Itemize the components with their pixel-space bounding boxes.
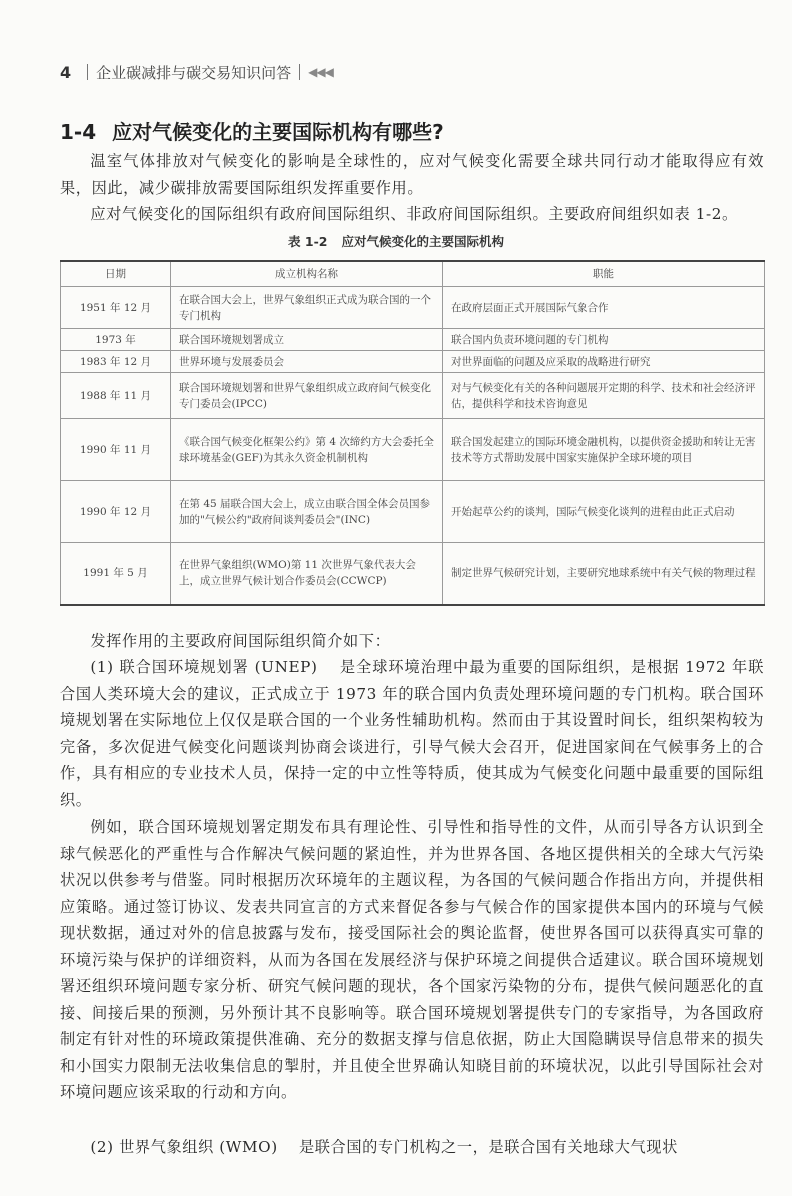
header-divider bbox=[87, 64, 88, 80]
column-header: 成立机构名称 bbox=[171, 261, 443, 287]
table-header-row bbox=[61, 261, 765, 287]
body-paragraph-4: (1) 联合国环境规划署 (UNEP) 是全球环境治理中最为重要的国际组织，是根据 1972 年联合国人类环境大会的建议，正式成立于 1973 年的联合国内负责处理环境问题的专门机构。联合国环境规划署在实际地位上仅仅是联合国的一个业务性辅助机构。然而由于其设置时间长，组织架构较为完备，多次促进气候变化问题谈判协商会谈进行，引导气候大会召开，促进国家间在气候事务上的合作，具有相应的专业技术人员，保持一定的中立性等特质，使其成为气候变化问题中最重要的国际组织。 bbox=[60, 658, 764, 809]
running-header bbox=[60, 60, 333, 84]
table-row bbox=[61, 351, 765, 373]
date-cell: 1973 年 bbox=[61, 329, 171, 351]
org-cell: 联合国环境规划署和世界气象组织成立政府间气候变化专门委员会(IPCC) bbox=[171, 373, 443, 419]
duty-cell: 制定世界气候研究计划，主要研究地球系统中有关气候的物理过程 bbox=[443, 543, 765, 605]
table-row bbox=[61, 287, 765, 329]
date-cell: 1988 年 11 月 bbox=[61, 373, 171, 419]
org-cell: 《联合国气候变化框架公约》第 4 次缔约方大会委托全球环境基金(GEF)为其永久资金机制机构 bbox=[171, 419, 443, 481]
header-divider bbox=[299, 64, 300, 80]
nav-arrows-icon: ◀◀◀ bbox=[308, 65, 333, 79]
table-row bbox=[61, 419, 765, 481]
org-cell: 联合国环境规划署成立 bbox=[171, 329, 443, 351]
body-paragraph-5: 例如，联合国环境规划署定期发布具有理论性、引导性和指导性的文件，从而引导各方认识到全球气候恶化的严重性与合作解决气候问题的紧迫性，并为世界各国、各地区提供相关的全球大气污染状况以供参考与借鉴。同时根据历次环境年的主题议程，为各国的气候问题合作指出方向，并提供相应策略。通过签订协议、发表共同宣言的方式来督促各参与气候合作的国家提供本国内的环境与气候现状数据，通过对外的信息披露与发布，接受国际社会的舆论监督，使世界各国可以获得真实可靠的环境污染与保护的详细资料，从而为各国在发展经济与保护环境之间提供合适建议。联合国环境规划署还组织环境问题专家分析、研究气候问题的现状，各个国家污染物的分布，提供气候问题恶化的直接、间接后果的预测，另外预计其不良影响等。联合国环境规划署提供专门的专家指导，为各国政府制定有针对性的环境政策提供准确、充分的数据支撑与信息依据，防止大国隐瞒误导信息带来的损失和小国实力限制无法收集信息的掣肘，并且使全世界确认知晓目前的环境状况，以此引导国际社会对环境问题应该采取的行动和方向。 bbox=[60, 818, 764, 1101]
body-paragraph-6: (2) 世界气象组织 (WMO) 是联合国的专门机构之一，是联合国有关地球大气现状 bbox=[90, 1138, 678, 1156]
table-row bbox=[61, 329, 765, 351]
org-cell: 在联合国大会上，世界气象组织正式成为联合国的一个专门机构 bbox=[171, 287, 443, 329]
institutions-table bbox=[60, 260, 765, 606]
date-cell: 1983 年 12 月 bbox=[61, 351, 171, 373]
column-header: 职能 bbox=[443, 261, 765, 287]
duty-cell: 开始起草公约的谈判，国际气候变化谈判的进程由此正式启动 bbox=[443, 481, 765, 543]
section-title bbox=[60, 116, 444, 145]
page-number: 4 bbox=[60, 62, 72, 82]
org-cell: 在世界气象组织(WMO)第 11 次世界气象代表大会上，成立世界气候计划合作委员会(CCWCP) bbox=[171, 543, 443, 605]
table-caption-title: 应对气候变化的主要国际机构 bbox=[341, 234, 504, 249]
table-row bbox=[61, 481, 765, 543]
date-cell: 1951 年 12 月 bbox=[61, 287, 171, 329]
body-paragraph-3: 发挥作用的主要政府间国际组织简介如下： bbox=[90, 632, 391, 650]
column-header: 日期 bbox=[61, 261, 171, 287]
table-row bbox=[61, 373, 765, 419]
table-caption-number: 表 1-2 bbox=[288, 234, 328, 249]
duty-cell: 对与气候变化有关的各种问题展开定期的科学、技术和社会经济评估，提供科学和技术咨询意见 bbox=[443, 373, 765, 419]
duty-cell: 联合国内负责环境问题的专门机构 bbox=[443, 329, 765, 351]
date-cell: 1991 年 5 月 bbox=[61, 543, 171, 605]
org-cell: 在第 45 届联合国大会上，成立由联合国全体会员国参加的"气候公约"政府间谈判委员会"(INC) bbox=[171, 481, 443, 543]
date-cell: 1990 年 11 月 bbox=[61, 419, 171, 481]
section-title-text: 应对气候变化的主要国际机构有哪些? bbox=[112, 120, 444, 144]
duty-cell: 联合国发起建立的国际环境金融机构，以提供资金援助和转让无害技术等方式帮助发展中国家实施保护全球环境的项目 bbox=[443, 419, 765, 481]
duty-cell: 对世界面临的问题及应采取的战略进行研究 bbox=[443, 351, 765, 373]
intro-paragraph-2: 应对气候变化的国际组织有政府间国际组织、非政府间国际组织。主要政府间组织如表 1-2。 bbox=[90, 205, 738, 223]
table-row bbox=[61, 543, 765, 605]
date-cell: 1990 年 12 月 bbox=[61, 481, 171, 543]
table-caption bbox=[0, 232, 792, 250]
book-title: 企业碳减排与碳交易知识问答 bbox=[96, 63, 292, 82]
intro-paragraph-1: 温室气体排放对气候变化的影响是全球性的，应对气候变化需要全球共同行动才能取得应有效果，因此，减少碳排放需要国际组织发挥重要作用。 bbox=[60, 152, 764, 197]
section-number: 1-4 bbox=[60, 120, 97, 144]
duty-cell: 在政府层面正式开展国际气象合作 bbox=[443, 287, 765, 329]
org-cell: 世界环境与发展委员会 bbox=[171, 351, 443, 373]
